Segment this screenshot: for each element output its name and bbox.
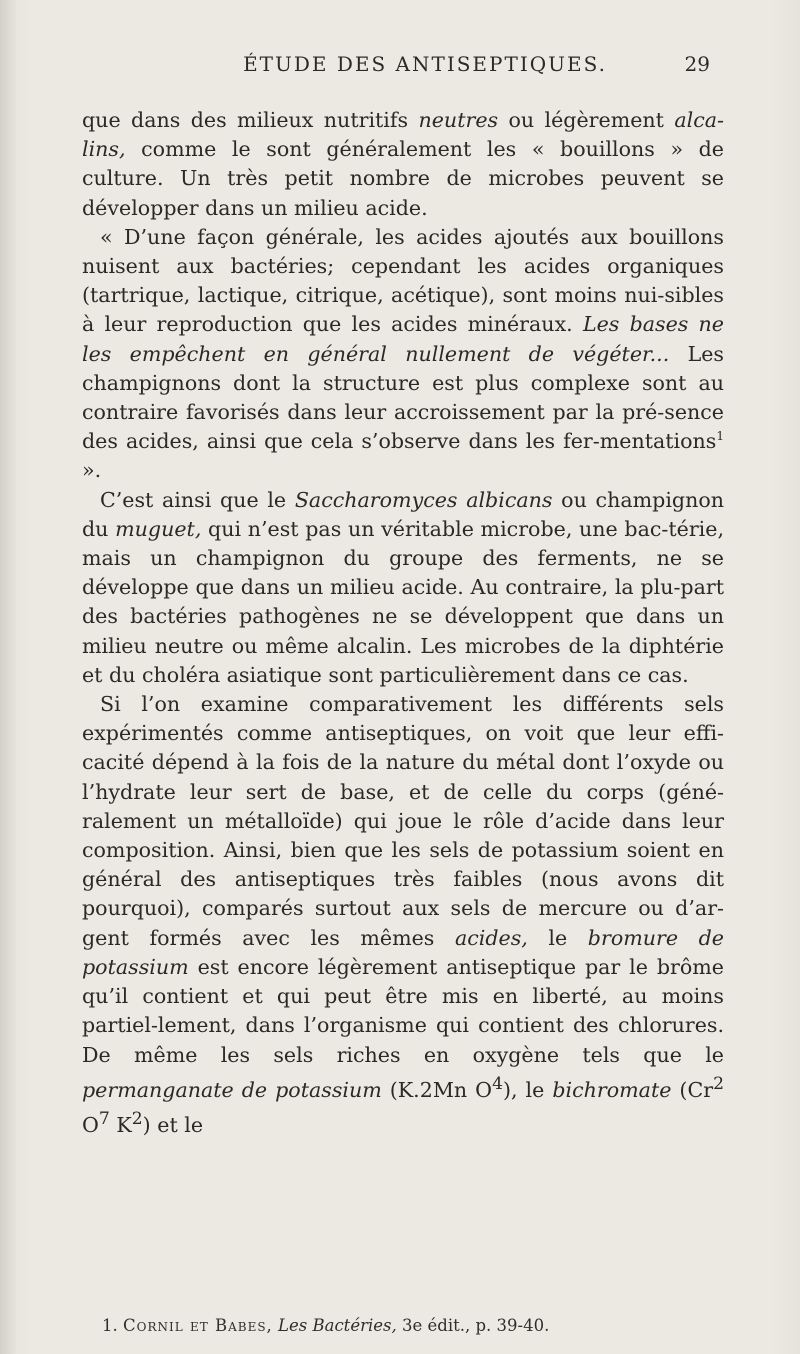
text-run: C’est ainsi que le [100, 487, 295, 512]
italic-run: muguet, [115, 516, 202, 541]
footnote-number: 1. [102, 1316, 118, 1335]
text-run: Si l’on examine comparativement les différents sels expérimentés comme antiseptiques, on voit que leur effi-cacité dépend à la fois de la nature du métal dont l’oxyde ou l’hydrate leur sert de base, et de celle du corps (géné-ralement un métalloïde) qui joue le rôle d’acide dans leur composition. Ainsi, bien que les sels de potassium soient en général des antiseptiques très faibles (nous avons dit pourquoi), comparés surtout aux sels de mercure ou d’ar-gent formés avec les mêmes [82, 692, 724, 950]
text-run: O [82, 1112, 99, 1137]
superscript: 2 [713, 1073, 724, 1094]
paragraph-4 [82, 690, 724, 1140]
footnote-details: 3e édit., p. 39-40. [401, 1316, 550, 1335]
footnote-authors: Cornil et Babes, [123, 1316, 273, 1335]
text-run: le [527, 925, 588, 950]
text-run: ), le [502, 1077, 553, 1102]
text-run: comme le sont généralement les « bouillons » de culture. Un très petit nombre de microbes peuvent se développer dans un milieu acide. [82, 137, 724, 220]
italic-run: neutres [418, 108, 499, 132]
paragraph-3 [82, 486, 724, 690]
text-run: (K.2Mn O [381, 1077, 493, 1102]
running-title: ÉTUDE DES ANTISEPTIQUES. [243, 52, 607, 76]
text-run: que dans des milieux nutritifs [82, 108, 419, 132]
superscript: 4 [492, 1073, 503, 1094]
text-run: (Cr [671, 1077, 714, 1102]
footnote-reference[interactable]: 1 [716, 429, 724, 444]
page-header [140, 52, 710, 86]
italic-run: permanganate de potassium [82, 1077, 382, 1102]
superscript: 2 [131, 1108, 143, 1129]
body-text [82, 106, 724, 1140]
footnote [102, 1316, 722, 1335]
italic-run: Les bases ne les empêchent en général nullement de végéter... [82, 312, 724, 366]
binding-shadow [0, 0, 18, 1354]
text-run: ou champignon du [82, 487, 725, 541]
text-run: qui n’est pas un véritable microbe, une bac-térie, mais un champignon du groupe des ferments, ne se développe que dans un milieu acide. Au contraire, la plu-part des bactéries pathogènes ne se développent que dans un milieu neutre ou même alcalin. Les microbes de la diphtérie et du choléra asiatique sont particulièrement dans ce cas. [82, 516, 724, 687]
footnote-title: Les Bactéries, [278, 1316, 397, 1335]
text-run: ». [82, 458, 102, 483]
paragraph-1 [82, 106, 724, 223]
italic-run: acides, [454, 925, 528, 950]
text-run: Les champignons dont la structure est plus complexe sont au contraire favorisés dans leur accroissement par la pré-sence des acides, ainsi que cela s’observe dans les fer-mentations [82, 341, 725, 454]
superscript: 7 [98, 1108, 110, 1129]
italic-run: alca-lins, [82, 108, 724, 162]
italic-run: bromure de potassium [82, 925, 724, 979]
italic-run: bichromate [552, 1077, 672, 1102]
italic-run: Saccharomyces albicans [294, 487, 553, 512]
text-run: K [109, 1112, 132, 1137]
text-run: ) et le [142, 1112, 204, 1137]
text-run: est encore légèrement antiseptique par le brôme qu’il contient et qui peut être mis en liberté, au moins partiel-lement, dans l’organisme qui contient des chlorures. De même les sels riches en oxygène tels que le [82, 954, 724, 1067]
text-run: ou légèrement [498, 108, 675, 132]
paragraph-2 [82, 223, 724, 486]
text-run: « D’une façon générale, les acides ajoutés aux bouillons nuisent aux bactéries; cependant les acides organiques (tartrique, lactique, citrique, acétique), sont moins nui-sibles à leur reproduction que les acides minéraux. [82, 224, 724, 337]
page-number: 29 [684, 52, 710, 76]
